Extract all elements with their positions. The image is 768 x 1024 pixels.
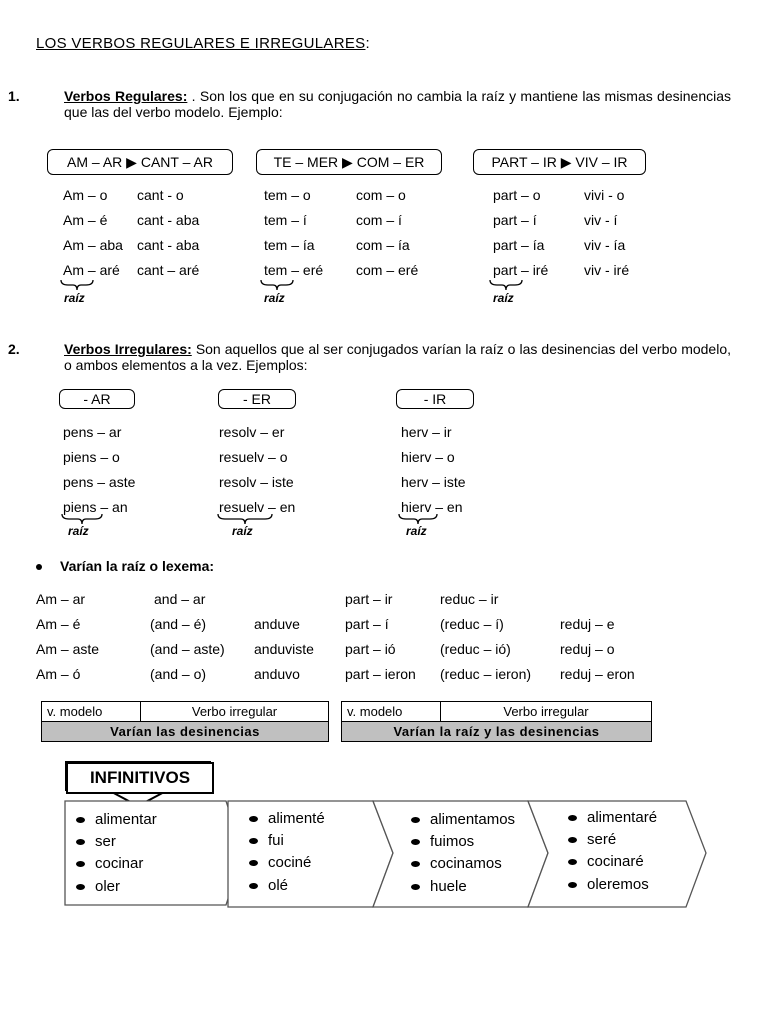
irregular-box-ar: - AR bbox=[59, 389, 135, 409]
infinitivo-text: oler bbox=[95, 878, 121, 895]
raiz-label: raíz bbox=[406, 524, 427, 538]
irregular-box-ir: - IR bbox=[396, 389, 474, 409]
infinitivo-item bbox=[411, 855, 502, 872]
infinitivo-text: alimenté bbox=[268, 810, 325, 827]
table-header-modelo: v. modelo bbox=[342, 702, 441, 722]
bullet-icon bbox=[76, 817, 85, 823]
lexema-cell: Am – ó bbox=[36, 666, 81, 682]
conjugation-cell: pens – aste bbox=[63, 474, 136, 490]
bullet-icon bbox=[76, 884, 85, 890]
bullet-heading: Varían la raíz o lexema: bbox=[36, 558, 214, 574]
conjugation-cell: resolv – er bbox=[219, 424, 285, 440]
infinitivo-text: olé bbox=[268, 877, 289, 894]
lexema-cell: Am – ar bbox=[36, 591, 86, 607]
conjugation-cell: com – ía bbox=[356, 237, 410, 253]
conjugation-cell: part – o bbox=[493, 187, 541, 203]
bullet-icon bbox=[76, 861, 85, 867]
infinitivo-text: cocinaré bbox=[587, 853, 644, 870]
infinitivo-item bbox=[411, 811, 515, 828]
infinitivo-item bbox=[411, 833, 474, 850]
infinitivo-text: fui bbox=[268, 832, 284, 849]
lexema-cell: part – ió bbox=[345, 641, 396, 657]
lexema-cell: anduviste bbox=[254, 641, 314, 657]
bullet-icon bbox=[568, 859, 577, 865]
infinitivo-text: cocinamos bbox=[430, 855, 502, 872]
conjugation-cell: piens – o bbox=[63, 449, 120, 465]
lexema-cell: anduve bbox=[254, 616, 300, 632]
conjugation-cell: cant – aré bbox=[137, 262, 200, 278]
bullet-icon bbox=[249, 816, 258, 822]
bullet-icon bbox=[568, 882, 577, 888]
lexema-cell: anduvo bbox=[254, 666, 300, 682]
lexema-cell: Am – aste bbox=[36, 641, 100, 657]
regular-box-ir: PART – IR ▶ VIV – IR bbox=[473, 149, 646, 175]
infinitivo-item bbox=[249, 877, 288, 894]
conjugation-cell: cant - o bbox=[137, 187, 184, 203]
lexema-cell: (and – é) bbox=[150, 616, 207, 632]
bullet-icon bbox=[411, 839, 420, 845]
infinitivos-label: INFINITIVOS bbox=[66, 762, 214, 794]
triangle-right-icon: ▶ bbox=[126, 153, 137, 170]
section-2-paragraph: 2. Verbos Irregulares: Son aquellos que al ser conjugados varían la raíz o las desinencias del verbo modelo, o ambos elementos a la vez. Ejemplos: bbox=[8, 341, 731, 373]
infinitivo-text: alimentaré bbox=[587, 809, 658, 826]
lexema-cell: (reduc – ió) bbox=[440, 641, 511, 657]
conjugation-cell: resolv – iste bbox=[219, 474, 294, 490]
infinitivo-text: ser bbox=[95, 833, 116, 850]
infinitivo-item bbox=[76, 833, 116, 850]
section-1-paragraph: 1. Verbos Regulares: . Son los que en su conjugación no cambia la raíz y mantiene las mismas desinencias que las del verbo modelo. Ejemplo: bbox=[8, 88, 731, 120]
raiz-label: raíz bbox=[232, 524, 253, 538]
conjugation-cell: pens – ar bbox=[63, 424, 122, 440]
conjugation-cell: viv - ía bbox=[584, 237, 626, 253]
conjugation-cell: tem – o bbox=[264, 187, 311, 203]
lexema-cell: part – ir bbox=[345, 591, 393, 607]
conjugation-cell: com – í bbox=[356, 212, 402, 228]
lexema-cell: and – ar bbox=[154, 591, 206, 607]
infinitivo-item bbox=[249, 810, 325, 827]
lexema-cell: part – ieron bbox=[345, 666, 416, 682]
lexema-cell: Am – é bbox=[36, 616, 81, 632]
conjugation-cell: part – iré bbox=[493, 262, 549, 278]
conjugation-cell: herv – iste bbox=[401, 474, 466, 490]
conjugation-cell: Am – aba bbox=[63, 237, 123, 253]
infinitivo-text: alimentamos bbox=[430, 811, 516, 828]
infinitivo-text: cociné bbox=[268, 854, 312, 871]
conjugation-cell: Am – é bbox=[63, 212, 108, 228]
bullet-icon bbox=[568, 815, 577, 821]
conjugation-cell: resuelv – o bbox=[219, 449, 288, 465]
bullet-icon bbox=[411, 884, 420, 890]
infinitivo-text: seré bbox=[587, 831, 617, 848]
table-header-irregular: Verbo irregular bbox=[141, 702, 329, 722]
table-header-modelo: v. modelo bbox=[42, 702, 141, 722]
conjugation-cell: com – o bbox=[356, 187, 406, 203]
raiz-label: raíz bbox=[64, 291, 85, 305]
infinitivo-item bbox=[76, 811, 157, 828]
table-caption: Varían las desinencias bbox=[42, 722, 329, 742]
irregular-box-er: - ER bbox=[218, 389, 296, 409]
infinitivo-item bbox=[568, 876, 649, 893]
infinitivo-text: oleremos bbox=[587, 876, 649, 893]
conjugation-cell: Am – aré bbox=[63, 262, 120, 278]
infinitivo-item bbox=[568, 831, 616, 848]
bullet-icon bbox=[249, 883, 258, 889]
triangle-right-icon: ▶ bbox=[342, 153, 353, 170]
conjugation-cell: Am – o bbox=[63, 187, 108, 203]
conjugation-cell: vivi - o bbox=[584, 187, 625, 203]
conjugation-cell: viv - í bbox=[584, 212, 618, 228]
infinitivo-text: alimentar bbox=[95, 811, 157, 828]
lexema-cell: (and – aste) bbox=[150, 641, 225, 657]
lexema-cell: reduc – ir bbox=[440, 591, 499, 607]
table-caption: Varían la raíz y las desinencias bbox=[342, 722, 652, 742]
lexema-cell: (reduc – ieron) bbox=[440, 666, 532, 682]
lexema-cell: part – í bbox=[345, 616, 389, 632]
bullet-icon bbox=[411, 861, 420, 867]
bullet-icon bbox=[411, 817, 420, 823]
lexema-cell: reduj – o bbox=[560, 641, 615, 657]
conjugation-cell: piens – an bbox=[63, 499, 128, 515]
bullet-icon bbox=[568, 837, 577, 843]
infinitivo-text: huele bbox=[430, 878, 467, 895]
infinitivo-text: cocinar bbox=[95, 855, 144, 872]
bullet-icon bbox=[249, 838, 258, 844]
raiz-label: raíz bbox=[264, 291, 285, 305]
infinitivo-item bbox=[568, 853, 644, 870]
infinitivo-item bbox=[568, 809, 657, 826]
conjugation-cell: viv - iré bbox=[584, 262, 630, 278]
infinitivo-item bbox=[411, 878, 467, 895]
regular-box-er: TE – MER ▶ COM – ER bbox=[256, 149, 442, 175]
table-header-irregular: Verbo irregular bbox=[441, 702, 652, 722]
page-title: LOS VERBOS REGULARES E IRREGULARES: bbox=[36, 35, 370, 52]
conjugation-cell: tem – eré bbox=[264, 262, 324, 278]
infinitivo-item bbox=[249, 832, 284, 849]
conjugation-cell: com – eré bbox=[356, 262, 419, 278]
conjugation-cell: resuelv – en bbox=[219, 499, 296, 515]
conjugation-cell: part – í bbox=[493, 212, 537, 228]
lexema-cell: (and – o) bbox=[150, 666, 207, 682]
lexema-cell: reduj – eron bbox=[560, 666, 635, 682]
conjugation-cell: cant - aba bbox=[137, 237, 200, 253]
raiz-label: raíz bbox=[68, 524, 89, 538]
bullet-icon bbox=[76, 839, 85, 845]
regular-box-ar: AM – AR ▶ CANT – AR bbox=[47, 149, 233, 175]
conjugation-cell: tem – ía bbox=[264, 237, 315, 253]
conjugation-cell: tem – í bbox=[264, 212, 307, 228]
conjugation-cell: hierv – o bbox=[401, 449, 455, 465]
lexema-cell: (reduc – í) bbox=[440, 616, 504, 632]
raiz-label: raíz bbox=[493, 291, 514, 305]
infinitivo-item bbox=[76, 878, 120, 895]
triangle-right-icon: ▶ bbox=[560, 153, 572, 170]
conjugation-cell: part – ía bbox=[493, 237, 545, 253]
bullet-icon bbox=[249, 860, 258, 866]
infinitivo-item bbox=[249, 854, 311, 871]
infinitivo-item bbox=[76, 855, 143, 872]
lexema-cell: reduj – e bbox=[560, 616, 615, 632]
conjugation-cell: hierv – en bbox=[401, 499, 463, 515]
infinitivo-text: fuimos bbox=[430, 833, 475, 850]
conjugation-cell: cant - aba bbox=[137, 212, 200, 228]
conjugation-cell: herv – ir bbox=[401, 424, 452, 440]
